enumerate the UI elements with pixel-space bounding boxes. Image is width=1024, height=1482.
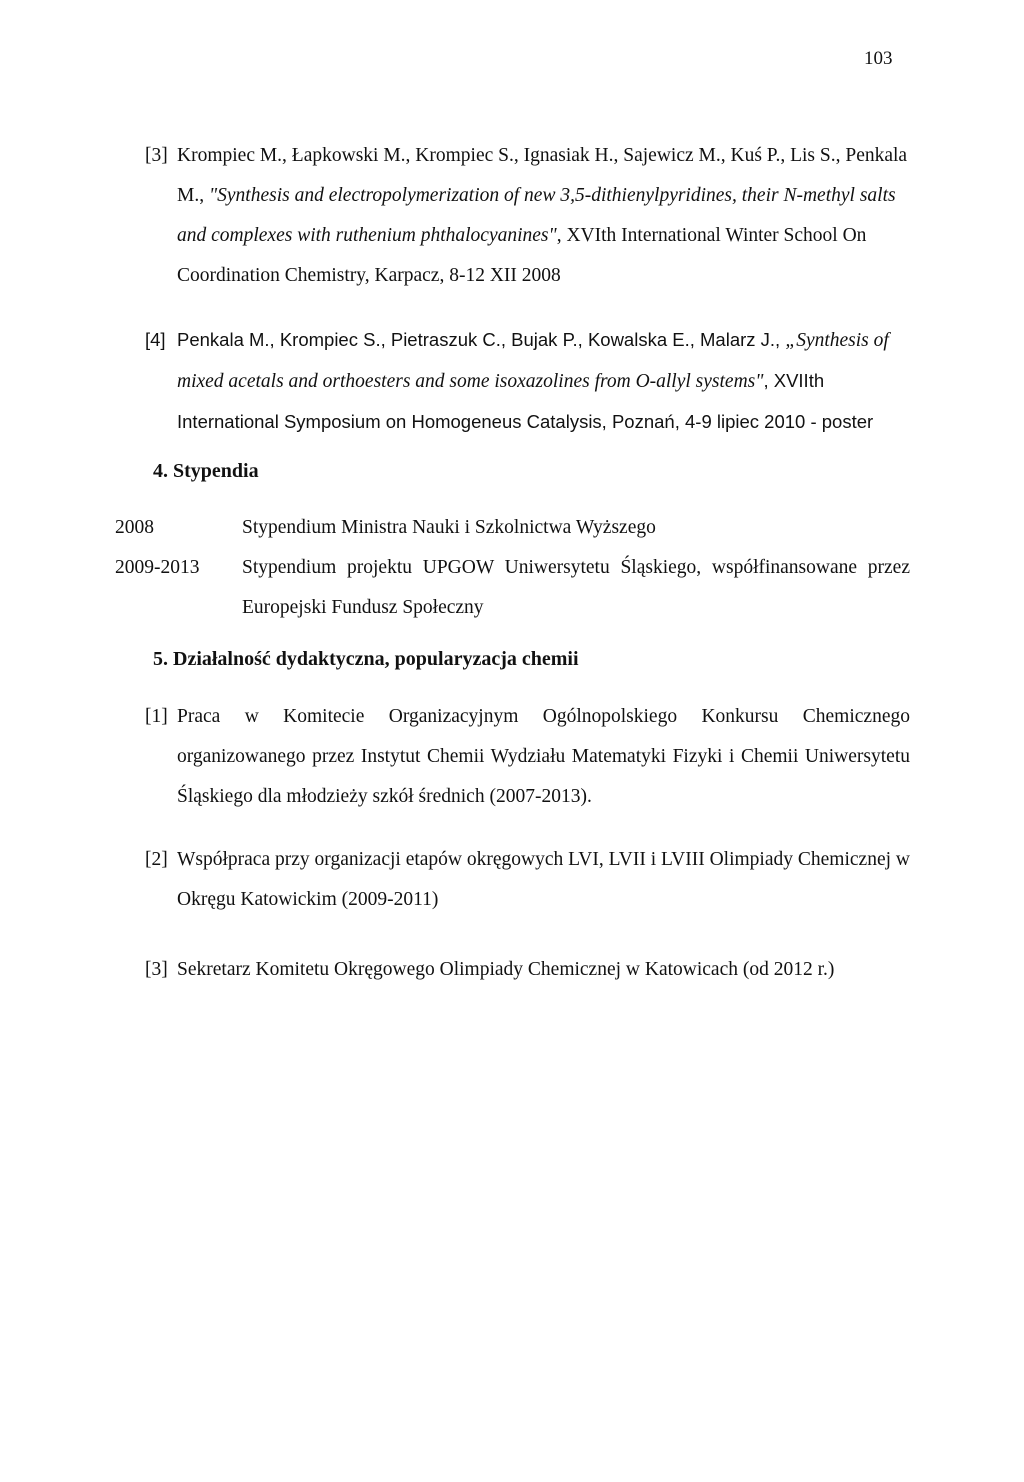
publication-title: „Synthesis of mixed acetals and orthoesters and some isoxazolines from O-allyl systems"	[177, 330, 889, 392]
scholarship-year: 2009-2013	[115, 557, 200, 578]
scholarship-text: Stypendium projektu UPGOW Uniwersytetu Śląskiego, współfinansowane przez Europejski Fundusz Społeczny	[242, 557, 910, 618]
publication-venue: , XVIIth International Symposium on Homogeneus Catalysis, Poznań, 4-9 lipiec 2010 - poster	[177, 370, 874, 432]
activity-entry	[145, 950, 910, 990]
publication-title: "Synthesis and electropolymerization of new 3,5-dithienylpyridines, their N-methyl salts and complexes with ruthenium phthalocyanines"	[177, 185, 896, 246]
activity-text: Sekretarz Komitetu Okręgowego Olimpiady Chemicznej w Katowicach (od 2012 r.)	[177, 959, 835, 980]
scholarship-year: 2008	[115, 517, 154, 538]
publication-label: [4]	[145, 329, 166, 350]
page-number: 103	[864, 48, 893, 69]
activity-entry	[145, 840, 910, 920]
scholarship-text: Stypendium Ministra Nauki i Szkolnictwa Wyższego	[242, 517, 656, 538]
publication-venue: , XVIth International Winter School On Coordination Chemistry, Karpacz, 8-12 XII 2008	[177, 225, 867, 286]
activity-label: [1]	[145, 706, 168, 727]
publication-entry	[145, 136, 910, 296]
section-heading-dydaktyka: 5. Działalność dydaktyczna, popularyzacja chemii	[153, 648, 579, 670]
activity-entry	[145, 697, 910, 817]
publication-authors: Penkala M., Krompiec S., Pietraszuk C., Bujak P., Kowalska E., Malarz J.,	[177, 329, 781, 350]
publication-entry	[145, 320, 910, 442]
activity-text: Współpraca przy organizacji etapów okręgowych LVI, LVII i LVIII Olimpiady Chemicznej w Okręgu Katowickim (2009-2011)	[177, 849, 910, 910]
publication-label: [3]	[145, 145, 168, 166]
section-heading-stypendia: 4. Stypendia	[153, 460, 259, 482]
publication-authors: Krompiec M., Łapkowski M., Krompiec S., Ignasiak H., Sajewicz M., Kuś P., Lis S., Penkala M.,	[177, 145, 908, 206]
activity-label: [2]	[145, 849, 168, 870]
activity-label: [3]	[145, 959, 168, 980]
activity-text: Praca w Komitecie Organizacyjnym Ogólnopolskiego Konkursu Chemicznego organizowanego przez Instytut Chemii Wydziału Matematyki Fizyki i Chemii Uniwersytetu Śląskiego dla młodzieży szkół średnich (2007-2013).	[177, 706, 910, 807]
